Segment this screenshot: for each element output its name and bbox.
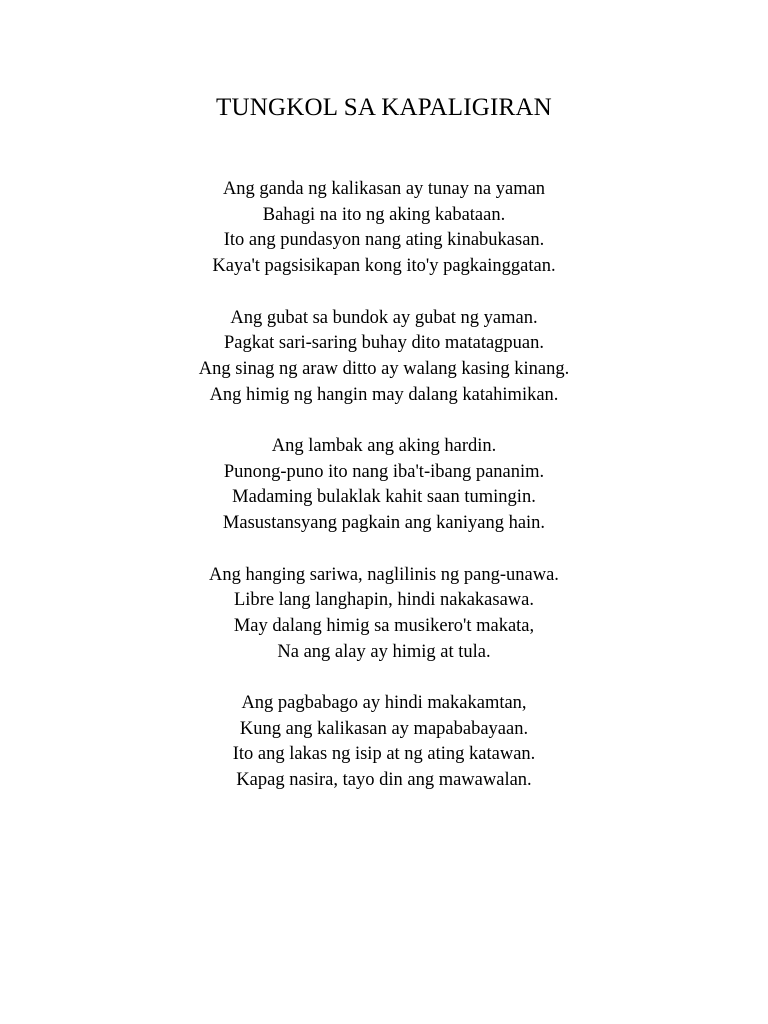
poem-line: Na ang alay ay himig at tula. bbox=[277, 641, 491, 662]
poem-line: Kung ang kalikasan ay mapababayaan. bbox=[239, 718, 529, 739]
poem-line: Kaya't pagsisikapan kong ito'y pagkainggatan. bbox=[212, 256, 556, 277]
poem-line: Ito ang lakas ng isip at ng ating katawan. bbox=[232, 744, 536, 765]
poem-line: Punong-puno ito nang iba't-ibang pananim. bbox=[223, 461, 545, 482]
poem-line: Masustansyang pagkain ang kaniyang hain. bbox=[222, 513, 546, 534]
poem-line: Ang himig ng hangin may dalang katahimikan. bbox=[209, 384, 559, 405]
stanza-1 bbox=[0, 177, 768, 280]
poem-line: Ang gubat sa bundok ay gubat ng yaman. bbox=[230, 307, 538, 328]
poem-line: Ang hanging sariwa, naglilinis ng pang-unawa. bbox=[209, 564, 559, 585]
poem-line: Ang ganda ng kalikasan ay tunay na yaman bbox=[222, 179, 546, 199]
poem-body bbox=[0, 177, 768, 820]
stanza-4 bbox=[0, 563, 768, 666]
poem-line: Libre lang langhapin, hindi nakakasawa. bbox=[233, 590, 534, 611]
poem-line: Ang lambak ang aking hardin. bbox=[271, 436, 497, 456]
poem-line: Ang pagbabago ay hindi makakamtan, bbox=[241, 693, 527, 713]
stanza-2 bbox=[0, 306, 768, 409]
poem-line: May dalang himig sa musikero't makata, bbox=[233, 615, 535, 636]
stanza-3 bbox=[0, 434, 768, 537]
stanza-5 bbox=[0, 691, 768, 794]
poem-line: Bahagi na ito ng aking kabataan. bbox=[262, 204, 506, 225]
poem-line: Ang sinag ng araw ditto ay walang kasing kinang. bbox=[198, 358, 570, 379]
poem-line: Madaming bulaklak kahit saan tumingin. bbox=[232, 487, 536, 508]
poem-line: Ito ang pundasyon nang ating kinabukasan. bbox=[223, 230, 545, 251]
poem-title: TUNGKOL SA KAPALIGIRAN bbox=[216, 94, 552, 121]
poem-line: Pagkat sari-saring buhay dito matatagpuan. bbox=[223, 333, 545, 354]
poem-line: Kapag nasira, tayo din ang mawawalan. bbox=[236, 770, 532, 791]
